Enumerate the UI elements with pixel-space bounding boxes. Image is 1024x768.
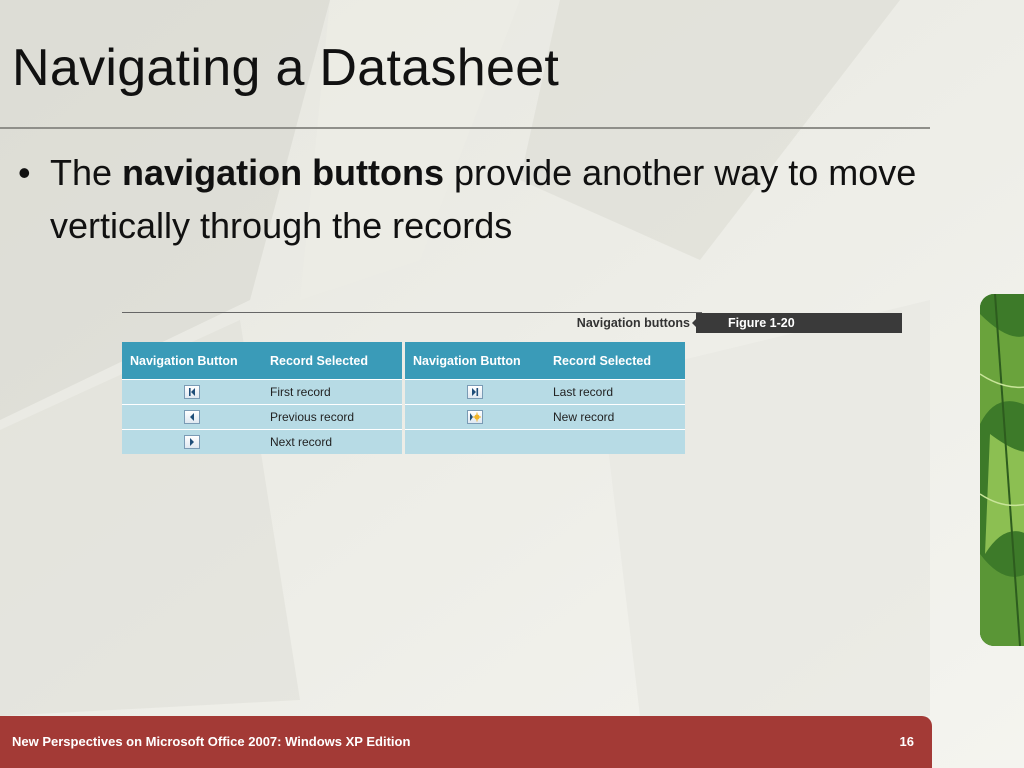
slide-title: Navigating a Datasheet — [12, 39, 560, 97]
bullet-text — [50, 146, 938, 252]
nav-table-right — [405, 342, 685, 454]
figure-caption: Navigation buttons — [576, 316, 690, 330]
table-row — [122, 430, 402, 455]
slide-footer — [0, 716, 932, 768]
last-record-icon — [467, 385, 483, 399]
table-header-row — [122, 342, 402, 380]
first-record-icon — [184, 385, 200, 399]
record-label: First record — [262, 380, 402, 405]
figure-header — [122, 312, 902, 334]
column-header: Record Selected — [545, 342, 685, 380]
title-divider — [0, 127, 930, 129]
new-record-icon — [467, 410, 483, 424]
record-label: Previous record — [262, 405, 402, 430]
record-label: Last record — [545, 380, 685, 405]
bullet-point — [18, 146, 938, 252]
column-header: Navigation Button — [122, 342, 262, 380]
column-header: Record Selected — [262, 342, 402, 380]
bullet-bold-term: navigation buttons — [122, 152, 445, 193]
previous-record-icon — [184, 410, 200, 424]
navigation-buttons-figure — [122, 342, 685, 454]
figure-rule — [122, 312, 702, 313]
record-label: New record — [545, 405, 685, 430]
bullet-icon: • — [18, 152, 31, 193]
bullet-suffix: provide another way to move vertically through the records — [50, 152, 917, 246]
bullet-prefix: The — [50, 152, 123, 193]
figure-label: Figure 1-20 — [696, 313, 902, 333]
table-row — [122, 380, 402, 405]
table-row — [405, 380, 685, 405]
nav-table-left — [122, 342, 402, 454]
record-label: Next record — [262, 430, 402, 455]
page-number: 16 — [899, 734, 914, 749]
footer-text: New Perspectives on Microsoft Office 2007: Windows XP Edition — [12, 734, 411, 749]
next-record-icon — [184, 435, 200, 449]
table-row-empty — [405, 430, 685, 455]
table-row — [122, 405, 402, 430]
plant-decoration — [980, 294, 1024, 646]
table-header-row — [405, 342, 685, 380]
column-header: Navigation Button — [405, 342, 545, 380]
table-row — [405, 405, 685, 430]
